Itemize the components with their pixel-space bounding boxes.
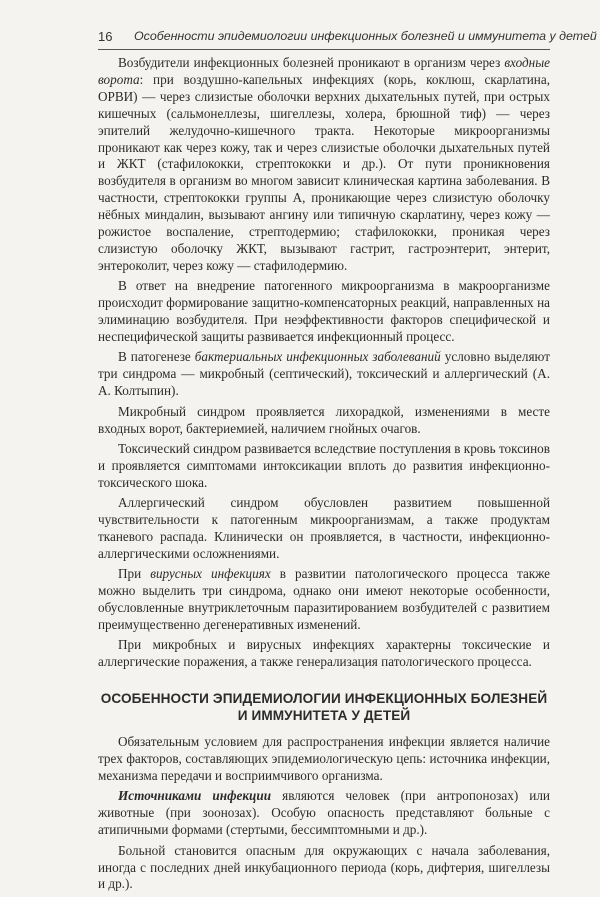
section-heading-line-2: И ИММУНИТЕТА У ДЕТЕЙ	[237, 708, 411, 724]
section-heading	[98, 690, 550, 724]
paragraph-bacterial-syndromes: В патогенезе бактериальных инфекционных заболеваний условно выделяют три синдрома — микробный (септический), токсический и аллергический (А. А. Колтыпин).	[98, 349, 550, 399]
page-number: 16	[98, 29, 113, 44]
term-bacterial-infections: бактериальных инфекционных заболеваний	[194, 349, 441, 365]
paragraph-toxic-syndrome: Токсический синдром развивается вследствие поступления в кровь токсинов и проявляется симптомами интоксикации вплоть до развития инфекционно-токсического шока.	[98, 440, 550, 490]
term-entry-gates: входные ворота	[98, 55, 550, 87]
header-rule	[98, 49, 550, 50]
paragraph-allergic-syndrome: Аллергический синдром обусловлен развитием повышенной чувствительности к патогенным микроорганизмам, а также продуктам тканевого распада. Клинически он проявляется, в частности, инфекционно-аллергическими осложнениями.	[98, 495, 550, 561]
running-title: Особенности эпидемиологии инфекционных болезней и иммунитета у детей	[134, 29, 597, 43]
paragraph-defense-reactions: В ответ на внедрение патогенного микроорганизма в макроорганизме происходит формирование защитно-компенсаторных реакций, направленных на элиминацию возбудителя. При неэффективности факторов специфической и неспецифической защиты развивается инфекционный процесс.	[98, 278, 550, 344]
paragraph-generalization: При микробных и вирусных инфекциях характерны токсические и аллергические поражения, а также генерализация патологического процесса.	[98, 637, 550, 670]
paragraph-microbial-syndrome: Микробный синдром проявляется лихорадкой, изменениями в месте входных ворот, бактериемией, наличием гнойных очагов.	[98, 403, 550, 436]
paragraph-patient-contagiousness: Больной становится опасным для окружающих с начала заболевания, иногда с последних дней инкубационного периода (корь, дифтерия, шигеллезы и др.).	[98, 842, 550, 892]
paragraph-viral-infections: При вирусных инфекциях в развитии патологического процесса также можно выделить три синдрома, однако они имеют некоторые особенности, обусловленные внутриклеточным паразитированием возбудителей с развитием преимущественно дегенеративных изменений.	[98, 566, 550, 632]
running-header	[98, 27, 597, 49]
paragraph-entry-gates: Возбудители инфекционных болезней проникают в организм через входные ворота: при воздушно-капельных инфекциях (корь, коклюш, скарлатина, ОРВИ) — через слизистые оболочки верхних дыхательных путей, при острых кишечных (сальмонеллезы, шигеллезы, холера, брюшной тиф) — через эпителий желудочно-кишечного тракта. Некоторые микроорганизмы проникают как через кожу, так и через слизистые оболочки дыхательных путей и ЖКТ (стафилококки, стрептококки и др.). От пути проникновения возбудителя в организм во многом зависит клиническая картина заболевания. В частности, стрептококки группы А, проникающие через слизистую оболочку нёбных миндалин, вызывают ангину или типичную скарлатину, через кожу — рожистое воспаление, стрептодермию; стафилококки, проникая через слизистую оболочку ЖКТ, вызывают гастрит, гастроэнтерит, энтерит, энтероколит, через кожу — стафилодермию.	[98, 55, 550, 273]
term-viral-infections: вирусных инфекциях	[150, 566, 271, 582]
page-body	[98, 55, 550, 897]
term-sources-of-infection: Источниками инфекции	[118, 788, 272, 804]
paragraph-sources-of-infection: Источниками инфекции являются человек (при антропонозах) или животные (при зоонозах). Особую опасность представляют больные с атипичными формами (стертыми, бессимптомными и др.).	[98, 788, 550, 838]
section-heading-line-1: ОСОБЕННОСТИ ЭПИДЕМИОЛОГИИ ИНФЕКЦИОННЫХ БОЛЕЗНЕЙ	[100, 691, 548, 707]
paragraph-epidemiological-chain: Обязательным условием для распространения инфекции является наличие трех факторов, составляющих эпидемиологическую цепь: источника инфекции, механизма передачи и восприимчивого организма.	[98, 734, 550, 784]
